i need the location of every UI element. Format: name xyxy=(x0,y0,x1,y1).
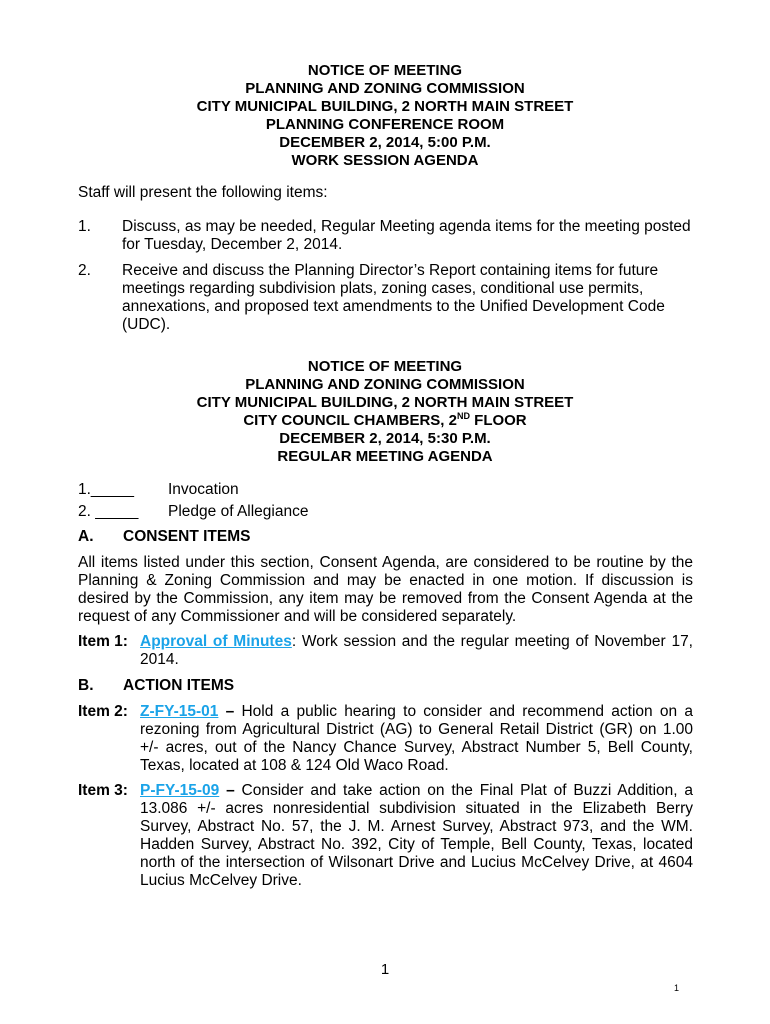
section-title: ACTION ITEMS xyxy=(123,677,235,694)
notice-title: NOTICE OF MEETING xyxy=(307,62,463,79)
work-item-text: Receive and discuss the Planning Director’s Report containing items for future meetings regarding subdivision plats, zoning cases, conditional use permits, annexations, and proposed text amendments to the Unified Development Code (UDC). xyxy=(122,262,665,333)
approval-of-minutes-link[interactable]: Approval of Minutes xyxy=(140,633,292,650)
item-label: Item 2: xyxy=(78,703,128,720)
commission-name: PLANNING AND ZONING COMMISSION xyxy=(245,80,525,97)
pledge-row xyxy=(78,503,308,521)
agenda-type: REGULAR MEETING AGENDA xyxy=(277,448,493,465)
regular-meeting-notice-header xyxy=(0,358,770,466)
z-fy-15-01-link[interactable]: Z-FY-15-01 xyxy=(140,703,219,720)
section-letter: B. xyxy=(78,677,94,694)
agenda-item-2 xyxy=(78,703,693,775)
meeting-room: CITY COUNCIL CHAMBERS, 2ND FLOOR xyxy=(243,411,527,429)
notice-title: NOTICE OF MEETING xyxy=(307,358,463,375)
work-item-number: 2. xyxy=(78,262,91,279)
work-item-1 xyxy=(78,218,698,254)
invocation-row xyxy=(78,481,239,499)
meeting-datetime: DECEMBER 2, 2014, 5:00 P.M. xyxy=(279,134,491,151)
work-item-2 xyxy=(78,262,698,334)
opening-text: Invocation xyxy=(168,481,239,498)
opening-label: 1._____ xyxy=(78,481,135,498)
item-label: Item 3: xyxy=(78,782,128,799)
item-text: Z-FY-15-01 – Hold a public hearing to consider and recommend action on a rezoning from Agricultural District (AG) to General Retail District (GR) on 1.00 +/- acres, out of the Nancy Chance Survey, Abstract Number 5, Bell County, Texas, located at 108 & 124 Old Waco Road. xyxy=(140,703,693,774)
work-session-notice-header xyxy=(0,62,770,170)
consent-paragraph: All items listed under this section, Consent Agenda, are considered to be routine by the Planning & Zoning Commission and may be enacted in one motion. If discussion is desired by the Commission, any item may be removed from the Consent Agenda at the request of any Commissioner and will be considered separately. xyxy=(78,554,693,625)
building-address: CITY MUNICIPAL BUILDING, 2 NORTH MAIN STREET xyxy=(196,394,574,411)
intro-text: Staff will present the following items: xyxy=(78,184,328,201)
work-item-number: 1. xyxy=(78,218,91,235)
floor-superscript: ND xyxy=(456,411,470,421)
opening-label: 2. _____ xyxy=(78,503,139,520)
meeting-room: PLANNING CONFERENCE ROOM xyxy=(265,116,505,133)
section-a-heading xyxy=(78,528,250,546)
meeting-datetime: DECEMBER 2, 2014, 5:30 P.M. xyxy=(279,430,491,447)
small-page-number: 1 xyxy=(674,983,680,993)
opening-text: Pledge of Allegiance xyxy=(168,503,309,520)
section-title: CONSENT ITEMS xyxy=(123,528,251,545)
p-fy-15-09-link[interactable]: P-FY-15-09 xyxy=(140,782,220,799)
page-number: 1 xyxy=(380,961,390,978)
agenda-item-1 xyxy=(78,633,693,669)
agenda-type: WORK SESSION AGENDA xyxy=(291,152,479,169)
item-text: Approval of Minutes: Work session and the regular meeting of November 17, 2014. xyxy=(140,633,693,668)
building-address: CITY MUNICIPAL BUILDING, 2 NORTH MAIN STREET xyxy=(196,98,574,115)
item-text: P-FY-15-09 – Consider and take action on the Final Plat of Buzzi Addition, a 13.086 +/- acres nonresidential subdivision situated in the Elizabeth Berry Survey, Abstract No. 57, the J. M. Arnest Survey, Abstract 973, and the WM. Hadden Survey, Abstract No. 392, City of Temple, Bell County, Texas, located north of the intersection of Wilsonart Drive and Lucius McCelvey Drive, at 4604 Lucius McCelvey Drive. xyxy=(140,782,693,889)
item-label: Item 1: xyxy=(78,633,128,650)
agenda-item-3 xyxy=(78,782,693,890)
commission-name: PLANNING AND ZONING COMMISSION xyxy=(245,376,525,393)
section-b-heading xyxy=(78,677,234,695)
section-letter: A. xyxy=(78,528,94,545)
work-item-text: Discuss, as may be needed, Regular Meeting agenda items for the meeting posted for Tuesday, December 2, 2014. xyxy=(122,218,691,253)
